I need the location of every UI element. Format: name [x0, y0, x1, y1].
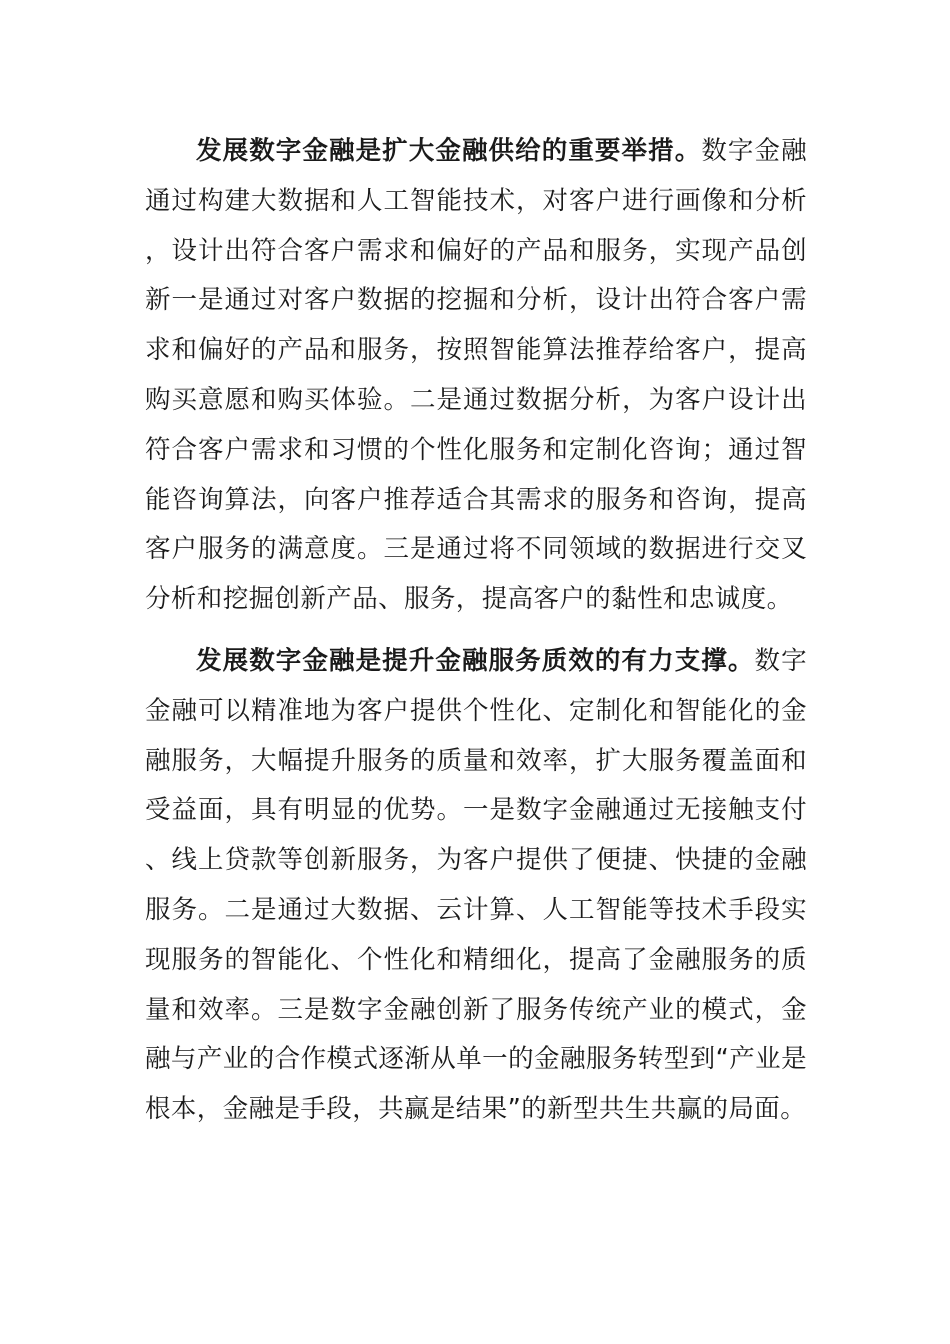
- paragraph-expand-supply: [145, 127, 807, 625]
- document-page: [145, 127, 807, 1147]
- paragraph-body-text: 数字金融可以精准地为客户提供个性化、定制化和智能化的金融服务，大幅提升服务的质量和效率，扩大服务覆盖面和受益面，具有明显的优势。一是数字金融通过无接触支付、线上贷款等创新服务，为客户提供了便捷、快捷的金融服务。二是通过大数据、云计算、人工智能等技术手段实现服务的智能化、个性化和精细化，提高了金融服务的质量和效率。三是数字金融创新了服务传统产业的模式，金融与产业的合作模式逐渐从单一的金融服务转型到“产业是根本，金融是手段，共赢是结果”的新型共生共赢的局面。: [145, 645, 807, 1125]
- paragraph-service-quality: [145, 637, 807, 1135]
- paragraph-lead-heading: 发展数字金融是扩大金融供给的重要举措。: [196, 136, 702, 166]
- paragraph-body-text: 数字金融通过构建大数据和人工智能技术，对客户进行画像和分析，设计出符合客户需求和偏好的产品和服务，实现产品创新一是通过对客户数据的挖掘和分析，设计出符合客户需求和偏好的产品和服务，按照智能算法推荐给客户，提高购买意愿和购买体验。二是通过数据分析，为客户设计出符合客户需求和习惯的个性化服务和定制化咨询；通过智能咨询算法，向客户推荐适合其需求的服务和咨询，提高客户服务的满意度。三是通过将不同领域的数据进行交叉分析和挖掘创新产品、服务，提高客户的黏性和忠诚度。: [145, 136, 807, 615]
- paragraph-lead-heading: 发展数字金融是提升金融服务质效的有力支撑。: [196, 645, 755, 676]
